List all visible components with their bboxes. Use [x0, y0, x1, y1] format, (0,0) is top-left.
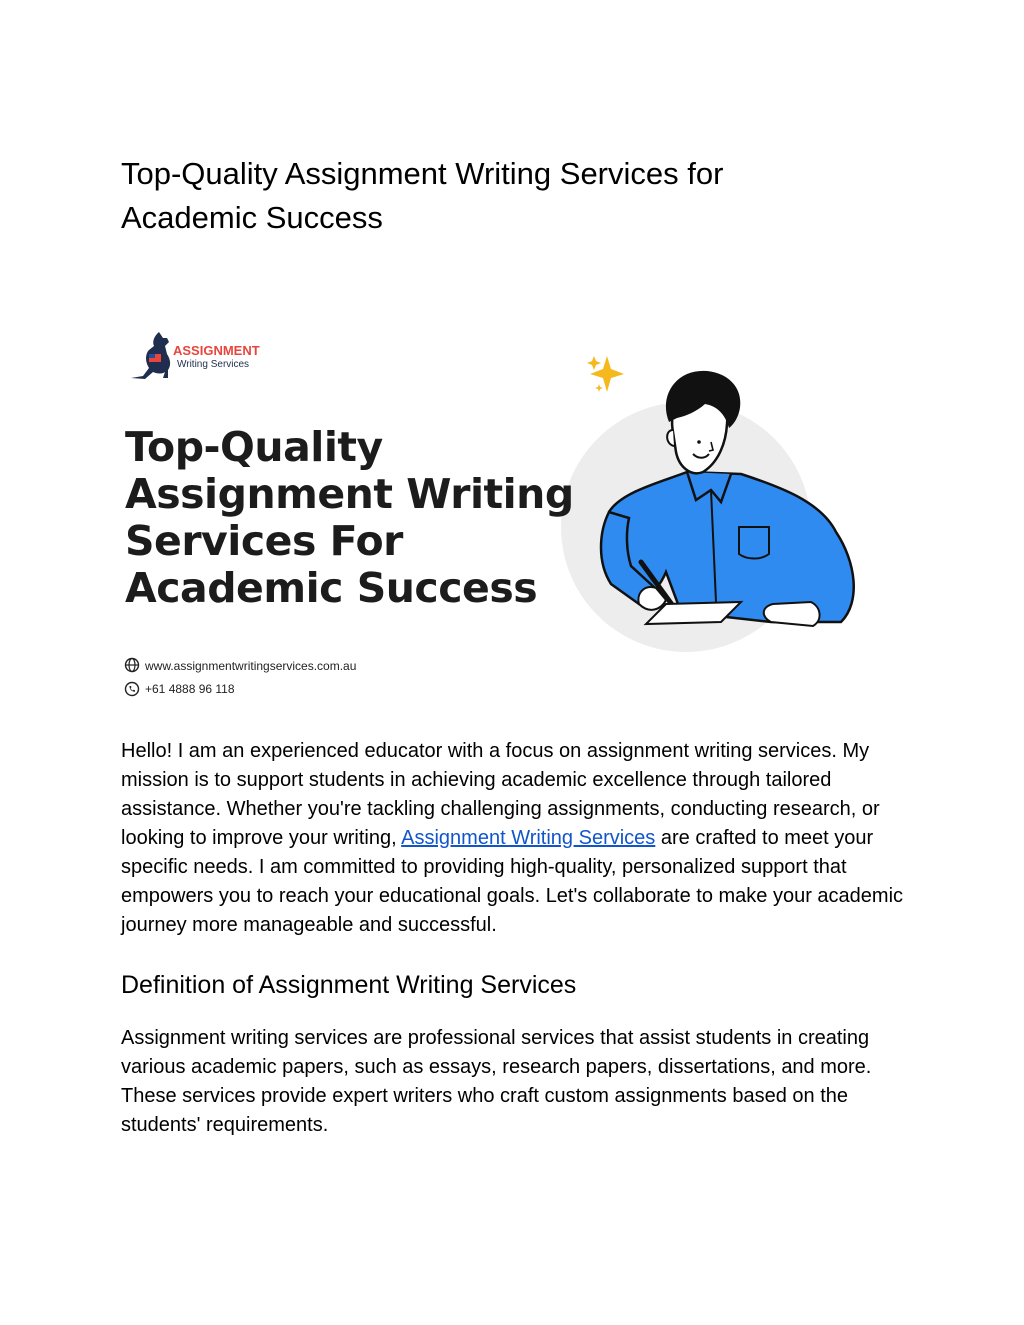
- assignment-writing-services-link[interactable]: Assignment Writing Services: [401, 827, 656, 849]
- banner-headline-line: Assignment Writing: [125, 470, 574, 518]
- kangaroo-logo-icon: [131, 332, 170, 379]
- banner-headline: [125, 424, 615, 612]
- intro-text-after: are crafted to meet your specific needs. I am committed to providing high-quality, personalized support that empowers you to reach your educational goals. Let's collaborate to make your academic journey more manageable and successful.: [121, 827, 904, 936]
- banner-website: [125, 659, 356, 673]
- banner-headline-line: Top-Quality: [125, 423, 383, 471]
- logo-wordmark: ASSIGNMENT: [173, 343, 260, 358]
- banner-headline-line: Services For: [125, 517, 403, 565]
- intro-text-before: Hello! I am an experienced educator with a focus on assignment writing services. My mission is to support students in achieving academic excellence through tailored assistance. Whether you're tackling challenging assignments, conducting research, or looking to improve your writing,: [121, 740, 880, 849]
- website-text: www.assignmentwritingservices.com.au: [145, 659, 357, 673]
- definition-heading: Definition of Assignment Writing Services: [121, 971, 577, 999]
- document-title-line-2: Academic Success: [121, 200, 383, 235]
- banner-headline-line: Academic Success: [125, 564, 538, 612]
- phone-text: +61 4888 96 118: [145, 682, 235, 696]
- document-title: [121, 152, 901, 240]
- banner-image: [121, 322, 881, 712]
- logo-tagline: Writing Services: [177, 359, 250, 370]
- banner-phone: [125, 682, 235, 696]
- intro-paragraph: [121, 737, 921, 940]
- definition-paragraph: Assignment writing services are professional services that assist students in creating various academic papers, such as essays, research papers, dissertations, and more. These services provide expert writers who craft custom assignments based on the students' requirements.: [121, 1027, 872, 1136]
- document-title-line-1: Top-Quality Assignment Writing Services for: [121, 156, 724, 191]
- person-writing-illustration: [601, 371, 854, 626]
- sparkle-icon: [587, 356, 624, 392]
